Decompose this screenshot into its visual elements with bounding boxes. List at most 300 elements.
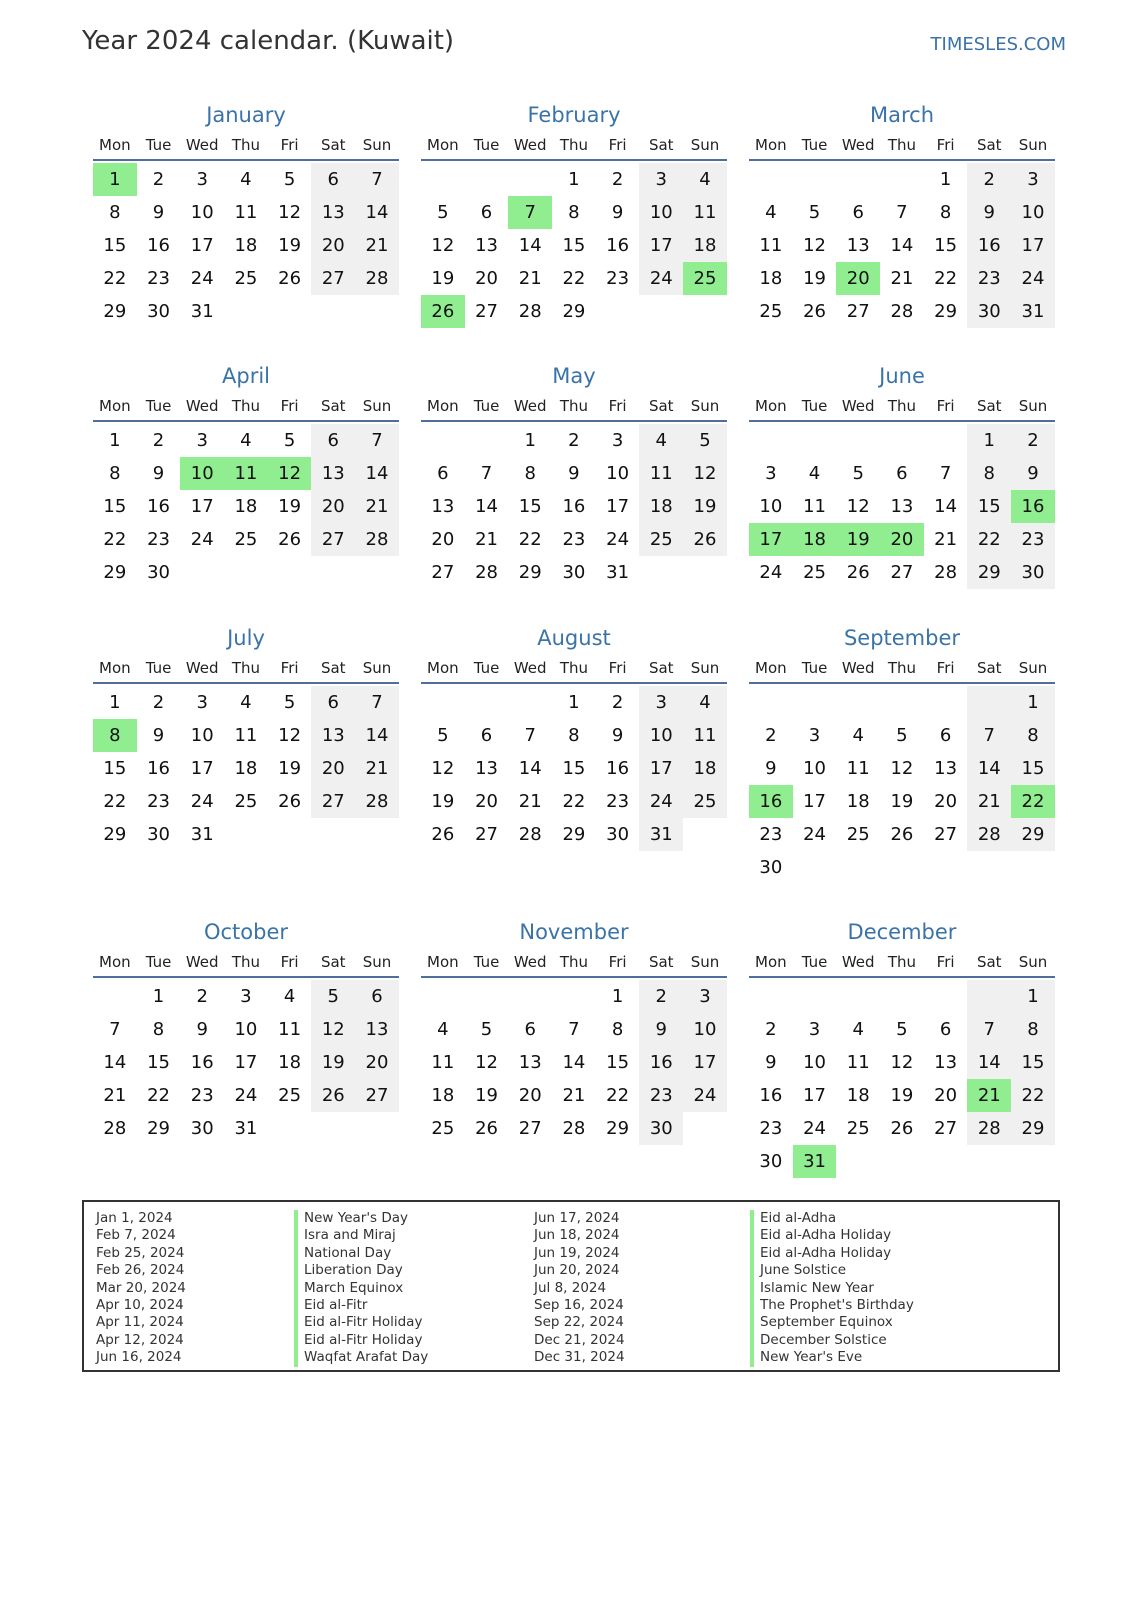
day-cell: 17 <box>234 1052 258 1073</box>
day-cell: 2 <box>765 1019 777 1040</box>
empty-cell <box>355 818 399 851</box>
day-cell: 9 <box>1011 457 1055 490</box>
day-cell: 11 <box>234 725 258 746</box>
day-cell: 18 <box>759 268 783 289</box>
day-cell: 21 <box>890 268 914 289</box>
day-cell: 21 <box>355 229 399 262</box>
day-cell: 22 <box>967 523 1011 556</box>
empty-cell <box>749 686 793 719</box>
day-cell: 26 <box>431 824 455 845</box>
day-cell: 4 <box>437 1019 449 1040</box>
weekday-label: Fri <box>608 659 627 677</box>
legend-holiday-name: June Solstice <box>750 1262 914 1279</box>
holiday-legend <box>82 1200 1060 1372</box>
day-cell: 1 <box>1011 686 1055 719</box>
weekday-label: Tue <box>473 659 500 677</box>
day-cell: 11 <box>846 1052 870 1073</box>
weekday-label: Wed <box>185 397 219 415</box>
day-cell: 16 <box>759 1085 783 1106</box>
page-title: Year 2024 calendar. (Kuwait) <box>82 26 455 56</box>
weekday-label: Sat <box>976 659 1002 677</box>
day-cell: 11 <box>234 202 258 223</box>
day-cell: 13 <box>355 1013 399 1046</box>
day-cell: 10 <box>803 1052 826 1073</box>
day-cell: 10 <box>606 463 630 484</box>
day-cell: 16 <box>190 1052 214 1073</box>
month-name: May <box>552 364 596 388</box>
day-cell: 19 <box>431 268 455 289</box>
day-grid <box>421 424 727 589</box>
day-cell: 8 <box>524 463 536 484</box>
day-cell: 14 <box>475 496 498 517</box>
day-cell: 21 <box>562 1085 586 1106</box>
weekday-label: Sun <box>362 659 392 677</box>
day-cell: 16 <box>639 1046 683 1079</box>
day-cell: 17 <box>606 496 630 517</box>
empty-cell <box>836 424 880 457</box>
day-cell: 21 <box>103 1085 127 1106</box>
day-cell: 5 <box>852 463 864 484</box>
weekday-label: Sun <box>690 953 720 971</box>
day-cell: 13 <box>475 235 498 256</box>
weekday-label: Fri <box>936 136 955 154</box>
day-grid <box>93 163 399 328</box>
day-cell: 14 <box>967 1046 1011 1079</box>
day-cell: 12 <box>278 202 302 223</box>
day-cell: 4 <box>852 1019 864 1040</box>
day-cell: 27 <box>846 301 870 322</box>
day-cell: 23 <box>147 791 170 812</box>
day-cell: 29 <box>518 562 542 583</box>
day-cell: 8 <box>1011 1013 1055 1046</box>
day-cell: 3 <box>196 692 208 713</box>
weekday-label: Wed <box>513 953 547 971</box>
day-cell: 19 <box>803 268 826 289</box>
day-cell: 30 <box>562 562 586 583</box>
weekday-header <box>749 133 1055 161</box>
month-name: July <box>227 626 265 650</box>
weekday-label: Sat <box>976 953 1002 971</box>
empty-cell <box>421 163 465 196</box>
weekday-label: Mon <box>755 953 787 971</box>
day-cell: 12 <box>803 235 826 256</box>
legend-dates-column-1 <box>96 1210 186 1367</box>
weekday-label: Thu <box>559 953 588 971</box>
day-cell: 30 <box>967 295 1011 328</box>
weekday-label: Sat <box>648 659 674 677</box>
day-cell: 31 <box>234 1118 258 1139</box>
empty-cell <box>683 1112 727 1145</box>
month-july <box>93 620 399 851</box>
day-cell: 25 <box>639 523 683 556</box>
day-cell: 24 <box>683 1079 727 1112</box>
day-grid <box>749 163 1055 328</box>
day-cell: 20 <box>311 752 355 785</box>
weekday-label: Wed <box>185 659 219 677</box>
day-cell: 3 <box>639 163 683 196</box>
day-cell: 17 <box>1011 229 1055 262</box>
day-cell: 29 <box>562 301 586 322</box>
legend-date: Feb 26, 2024 <box>96 1262 185 1279</box>
day-cell: 1 <box>524 430 536 451</box>
weekday-header <box>421 656 727 684</box>
day-cell: 1 <box>152 986 165 1007</box>
weekday-label: Tue <box>473 397 500 415</box>
day-cell: 12 <box>431 758 455 779</box>
day-cell: 16 <box>1011 490 1055 523</box>
day-cell: 28 <box>967 818 1011 851</box>
empty-cell <box>268 818 312 851</box>
day-cell: 28 <box>934 562 958 583</box>
day-cell: 19 <box>311 1046 355 1079</box>
empty-cell <box>880 424 924 457</box>
legend-date: Feb 25, 2024 <box>96 1244 185 1261</box>
day-cell: 19 <box>278 758 302 779</box>
day-cell: 7 <box>939 463 952 484</box>
day-cell: 27 <box>934 824 958 845</box>
day-cell: 24 <box>1011 262 1055 295</box>
day-cell: 2 <box>196 986 208 1007</box>
day-cell: 31 <box>1011 295 1055 328</box>
empty-cell <box>880 163 924 196</box>
day-cell: 24 <box>803 824 826 845</box>
empty-cell <box>880 980 924 1013</box>
day-cell: 26 <box>890 824 914 845</box>
day-cell: 2 <box>152 430 165 451</box>
empty-cell <box>508 980 552 1013</box>
empty-cell <box>1011 1145 1055 1178</box>
day-cell: 18 <box>234 496 258 517</box>
day-cell: 16 <box>606 235 630 256</box>
day-cell: 6 <box>311 424 355 457</box>
day-cell: 19 <box>475 1085 498 1106</box>
day-grid <box>749 686 1055 884</box>
day-cell: 29 <box>147 1118 170 1139</box>
empty-cell <box>880 686 924 719</box>
day-cell: 13 <box>518 1052 542 1073</box>
day-cell: 28 <box>475 562 498 583</box>
day-grid <box>421 980 727 1145</box>
day-cell: 27 <box>311 785 355 818</box>
weekday-label: Mon <box>99 953 131 971</box>
day-cell: 21 <box>967 1079 1011 1112</box>
day-cell: 30 <box>190 1118 214 1139</box>
day-cell: 8 <box>1011 719 1055 752</box>
day-cell: 29 <box>606 1118 630 1139</box>
empty-cell <box>793 980 837 1013</box>
empty-cell <box>311 556 355 589</box>
day-cell: 17 <box>803 1085 826 1106</box>
day-cell: 13 <box>311 457 355 490</box>
day-cell: 9 <box>611 202 624 223</box>
empty-cell <box>268 556 312 589</box>
day-cell: 16 <box>147 235 170 256</box>
day-cell: 13 <box>890 496 914 517</box>
month-name: October <box>203 920 289 944</box>
weekday-label: Thu <box>559 659 588 677</box>
legend-holiday-name: December Solstice <box>750 1332 914 1349</box>
day-cell: 23 <box>606 268 630 289</box>
day-cell: 30 <box>606 824 630 845</box>
day-cell: 22 <box>103 529 127 550</box>
day-cell: 22 <box>103 791 127 812</box>
day-cell: 30 <box>759 1151 783 1172</box>
legend-date: Apr 11, 2024 <box>96 1314 184 1331</box>
empty-cell <box>793 686 837 719</box>
empty-cell <box>924 851 968 884</box>
weekday-label: Mon <box>755 397 787 415</box>
day-cell: 25 <box>234 529 258 550</box>
day-cell: 4 <box>240 692 252 713</box>
day-cell: 22 <box>562 791 586 812</box>
weekday-label: Sat <box>320 397 346 415</box>
weekday-label: Wed <box>185 136 219 154</box>
day-cell: 28 <box>355 523 399 556</box>
day-cell: 5 <box>283 430 296 451</box>
day-cell: 15 <box>103 496 127 517</box>
weekday-label: Fri <box>608 953 627 971</box>
month-name: April <box>222 364 270 388</box>
day-cell: 11 <box>759 235 783 256</box>
day-cell: 31 <box>639 818 683 851</box>
day-cell: 15 <box>1011 752 1055 785</box>
legend-holiday-name: Eid al-Adha Holiday <box>750 1227 914 1244</box>
day-cell: 22 <box>147 1085 170 1106</box>
day-cell: 2 <box>152 692 165 713</box>
weekday-label: Sat <box>320 659 346 677</box>
day-cell: 2 <box>1011 424 1055 457</box>
legend-holiday-name: The Prophet's Birthday <box>750 1297 914 1314</box>
day-cell: 2 <box>967 163 1011 196</box>
day-cell: 3 <box>240 986 252 1007</box>
weekday-label: Thu <box>559 136 588 154</box>
day-cell: 24 <box>803 1118 826 1139</box>
day-cell: 18 <box>846 791 870 812</box>
weekday-label: Thu <box>887 397 916 415</box>
day-cell: 26 <box>311 1079 355 1112</box>
day-cell: 10 <box>1011 196 1055 229</box>
empty-cell <box>924 1145 968 1178</box>
empty-cell <box>224 295 268 328</box>
empty-cell <box>465 163 509 196</box>
day-cell: 18 <box>278 1052 302 1073</box>
legend-names-column-2 <box>750 1210 914 1367</box>
month-name: September <box>843 626 961 650</box>
day-cell: 15 <box>562 235 586 256</box>
day-cell: 19 <box>836 523 880 556</box>
weekday-label: Wed <box>841 953 875 971</box>
weekday-label: Sat <box>320 953 346 971</box>
weekday-header <box>749 394 1055 422</box>
weekday-label: Thu <box>559 397 588 415</box>
day-cell: 22 <box>606 1085 630 1106</box>
day-cell: 8 <box>939 202 952 223</box>
weekday-label: Tue <box>145 659 172 677</box>
weekday-label: Sun <box>1018 136 1048 154</box>
day-cell: 24 <box>190 529 214 550</box>
day-cell: 6 <box>896 463 908 484</box>
legend-holiday-name: Eid al-Adha Holiday <box>750 1245 914 1262</box>
weekday-label: Mon <box>427 397 459 415</box>
day-cell: 11 <box>803 496 826 517</box>
day-cell: 22 <box>518 529 542 550</box>
legend-date: Feb 7, 2024 <box>96 1227 176 1244</box>
day-cell: 31 <box>606 562 630 583</box>
day-cell: 18 <box>793 523 837 556</box>
day-cell: 21 <box>355 752 399 785</box>
site-link[interactable]: TIMESLES.COM <box>930 34 1066 55</box>
day-cell: 7 <box>896 202 908 223</box>
day-cell: 28 <box>967 1112 1011 1145</box>
day-cell: 23 <box>639 1079 683 1112</box>
weekday-label: Wed <box>841 397 875 415</box>
empty-cell <box>224 818 268 851</box>
day-cell: 28 <box>890 301 914 322</box>
day-cell: 7 <box>109 1019 121 1040</box>
day-cell: 15 <box>934 235 958 256</box>
day-cell: 7 <box>355 163 399 196</box>
weekday-label: Tue <box>801 397 828 415</box>
weekday-label: Tue <box>145 953 172 971</box>
day-cell: 20 <box>431 529 455 550</box>
month-name: February <box>527 103 621 127</box>
month-january <box>93 97 399 328</box>
day-cell: 6 <box>437 463 449 484</box>
day-cell: 6 <box>939 725 952 746</box>
day-grid <box>749 424 1055 589</box>
day-cell: 9 <box>152 463 165 484</box>
day-cell: 20 <box>475 791 498 812</box>
weekday-label: Wed <box>513 397 547 415</box>
empty-cell <box>465 686 509 719</box>
day-cell: 29 <box>103 562 127 583</box>
weekday-label: Wed <box>513 136 547 154</box>
day-cell: 9 <box>152 725 165 746</box>
day-cell: 28 <box>355 262 399 295</box>
day-cell: 15 <box>147 1052 170 1073</box>
day-cell: 10 <box>234 1019 258 1040</box>
day-cell: 12 <box>311 1013 355 1046</box>
empty-cell <box>836 1145 880 1178</box>
weekday-label: Mon <box>99 659 131 677</box>
day-cell: 1 <box>109 430 121 451</box>
weekday-label: Sat <box>648 953 674 971</box>
day-cell: 17 <box>639 229 683 262</box>
day-cell: 29 <box>967 556 1011 589</box>
empty-cell <box>355 1112 399 1145</box>
legend-holiday-name: Eid al-Fitr Holiday <box>294 1314 428 1331</box>
day-cell: 15 <box>103 235 127 256</box>
empty-cell <box>552 980 596 1013</box>
day-cell: 18 <box>234 758 258 779</box>
legend-holiday-name: Eid al-Fitr <box>294 1297 428 1314</box>
day-cell: 3 <box>683 980 727 1013</box>
day-cell: 17 <box>683 1046 727 1079</box>
day-cell: 8 <box>152 1019 165 1040</box>
day-cell: 15 <box>518 496 542 517</box>
day-cell: 10 <box>639 196 683 229</box>
day-cell: 19 <box>890 791 914 812</box>
day-cell: 5 <box>896 1019 908 1040</box>
day-cell: 10 <box>803 758 826 779</box>
day-cell: 11 <box>683 719 727 752</box>
day-cell: 10 <box>759 496 783 517</box>
empty-cell <box>793 163 837 196</box>
day-cell: 19 <box>890 1085 914 1106</box>
day-cell: 13 <box>475 758 498 779</box>
legend-holiday-name: March Equinox <box>294 1280 428 1297</box>
empty-cell <box>465 980 509 1013</box>
day-cell: 25 <box>803 562 826 583</box>
day-cell: 28 <box>103 1118 127 1139</box>
day-cell: 6 <box>939 1019 952 1040</box>
day-cell: 20 <box>311 229 355 262</box>
month-name: January <box>206 103 286 127</box>
day-cell: 3 <box>196 430 208 451</box>
day-cell: 3 <box>808 725 821 746</box>
day-cell: 24 <box>639 262 683 295</box>
legend-holiday-name: Islamic New Year <box>750 1280 914 1297</box>
day-cell: 28 <box>518 824 542 845</box>
day-grid <box>93 980 399 1145</box>
day-cell: 10 <box>190 202 214 223</box>
legend-names-column-1 <box>294 1210 428 1367</box>
weekday-label: Fri <box>936 659 955 677</box>
empty-cell <box>639 556 683 589</box>
day-cell: 2 <box>152 169 165 190</box>
empty-cell <box>793 424 837 457</box>
day-cell: 4 <box>683 163 727 196</box>
empty-cell <box>880 1145 924 1178</box>
day-cell: 8 <box>109 463 121 484</box>
day-cell: 13 <box>846 235 870 256</box>
month-november <box>421 914 727 1145</box>
weekday-label: Sat <box>320 136 346 154</box>
day-cell: 22 <box>1011 785 1055 818</box>
empty-cell <box>924 424 968 457</box>
day-cell: 26 <box>683 523 727 556</box>
weekday-header <box>749 656 1055 684</box>
day-cell: 27 <box>934 1118 958 1139</box>
day-cell: 3 <box>196 169 208 190</box>
day-cell: 16 <box>147 758 170 779</box>
legend-date: Sep 16, 2024 <box>534 1297 624 1314</box>
day-cell: 1 <box>109 692 121 713</box>
month-march <box>749 97 1055 328</box>
empty-cell <box>749 163 793 196</box>
day-cell: 25 <box>234 791 258 812</box>
day-cell: 29 <box>562 824 586 845</box>
weekday-label: Thu <box>231 659 260 677</box>
weekday-label: Fri <box>280 659 299 677</box>
day-cell: 10 <box>190 725 214 746</box>
weekday-label: Fri <box>936 397 955 415</box>
day-cell: 1 <box>967 424 1011 457</box>
day-cell: 14 <box>518 235 542 256</box>
month-name: August <box>537 626 611 650</box>
day-cell: 11 <box>639 457 683 490</box>
day-cell: 4 <box>283 986 296 1007</box>
legend-date: Jun 17, 2024 <box>534 1210 620 1226</box>
empty-cell <box>924 686 968 719</box>
weekday-label: Sun <box>690 136 720 154</box>
month-december <box>749 914 1055 1178</box>
day-cell: 8 <box>967 457 1011 490</box>
day-cell: 14 <box>355 719 399 752</box>
day-cell: 25 <box>431 1118 455 1139</box>
day-cell: 18 <box>683 752 727 785</box>
day-cell: 19 <box>278 496 302 517</box>
